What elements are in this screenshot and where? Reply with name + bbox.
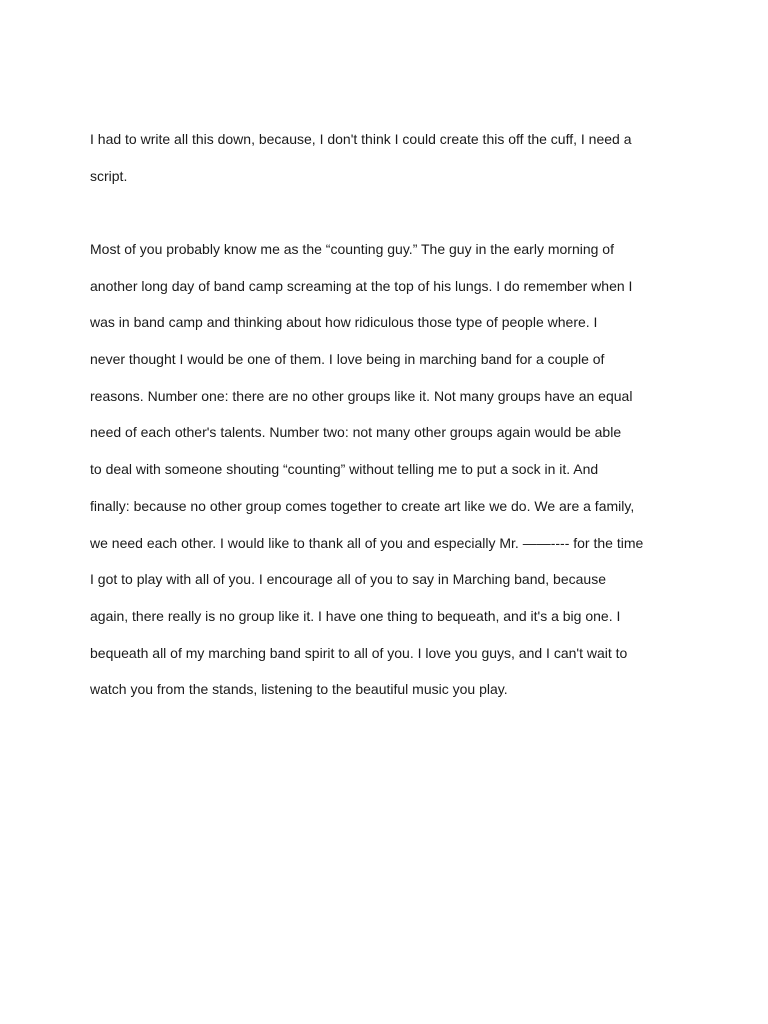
- text-line: reasons. Number one: there are no other groups like it. Not many groups have an equal: [90, 387, 633, 404]
- text-line: Most of you probably know me as the “counting guy.” The guy in the early morning of: [90, 241, 614, 257]
- text-line: need of each other's talents. Number two: not many other groups again would be able: [90, 424, 622, 441]
- paragraph-speech: [90, 239, 690, 716]
- text-line: never thought I would be one of them. I love being in marching band for a couple of: [90, 351, 605, 368]
- text-line: again, there really is no group like it. I have one thing to bequeath, and it's a big one. I: [90, 607, 621, 624]
- text-line: was in band camp and thinking about how ridiculous those type of people where. I: [90, 314, 598, 331]
- text-line: watch you from the stands, listening to the beautiful music you play.: [90, 681, 508, 698]
- paragraph-intro: [90, 129, 690, 202]
- text-line: script.: [90, 167, 128, 184]
- text-line: to deal with someone shouting “counting” without telling me to put a sock in it. And: [90, 461, 599, 478]
- text-line: we need each other. I would like to thank all of you and especially Mr. ——---- for the time: [90, 534, 644, 551]
- text-line: I got to play with all of you. I encourage all of you to say in Marching band, because: [90, 571, 606, 588]
- text-line: bequeath all of my marching band spirit to all of you. I love you guys, and I can't wait to: [90, 644, 628, 661]
- text-line: another long day of band camp screaming at the top of his lungs. I do remember when I: [90, 277, 633, 294]
- text-line: I had to write all this down, because, I don't think I could create this off the cuff, I need a: [90, 131, 632, 147]
- text-line: finally: because no other group comes together to create art like we do. We are a family,: [90, 497, 635, 514]
